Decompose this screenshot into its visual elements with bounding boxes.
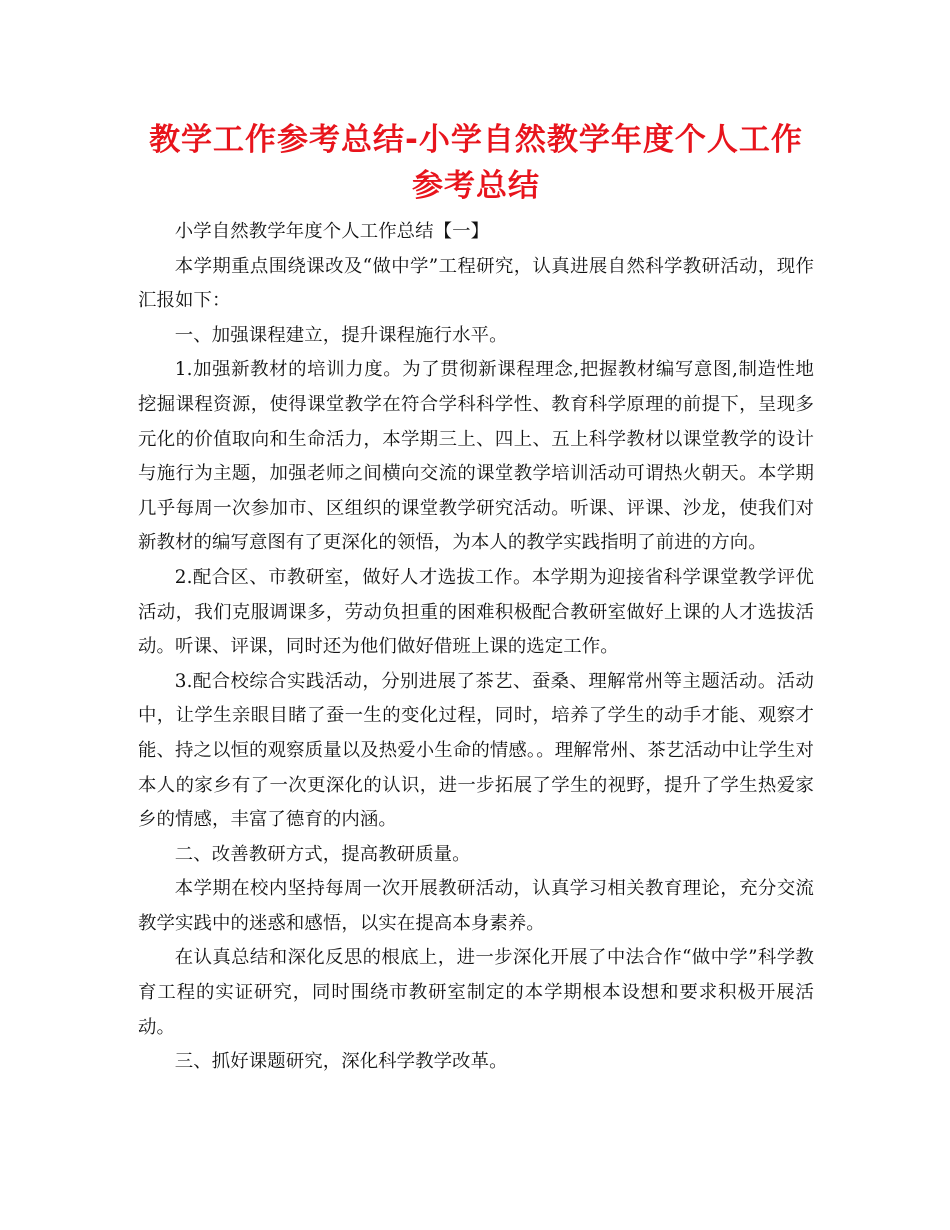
paragraph-2-2: 在认真总结和深化反思的根底上，进一步深化开展了中法合作“做中学”科学教育工程的实证研究，同时围绕市教研室制定的本学期根本设想和要求积极开展活动。 xyxy=(138,947,814,1038)
paragraph-1-3: 3.配合校综合实践活动，分别进展了茶艺、蚕桑、理解常州等主题活动。活动中，让学生亲眼目睹了蚕一生的变化过程，同时，培养了学生的动手才能、观察才能、持之以恒的观察质量以及热爱小生命的情感。。理解常州、茶艺活动中让学生对本人的家乡有了一次更深化的认识，进一步拓展了学生的视野，提升了学生热爱家乡的情感，丰富了德育的内涵。 xyxy=(138,670,814,831)
paragraph-2-1: 本学期在校内坚持每周一次开展教研活动，认真学习相关教育理论，充分交流教学实践中的迷惑和感悟，以实在提高本身素养。 xyxy=(138,878,814,934)
intro-paragraph: 本学期重点围绕课改及“做中学”工程研究，认真进展自然科学教研活动，现作汇报如下： xyxy=(138,255,814,312)
heading-2: 二、改善教研方式，提高教研质量。 xyxy=(174,843,471,865)
document-body xyxy=(138,215,814,1080)
heading-3: 三、抓好课题研究，深化科学教学改革。 xyxy=(174,1051,508,1073)
section-heading: 小学自然教学年度个人工作总结【一】 xyxy=(174,221,490,242)
paragraph-1-2: 2.配合区、市教研室，做好人才选拔工作。本学期为迎接省科学课堂教学评优活动，我们克服调课多，劳动负担重的困难积极配合教研室做好上课的人才选拔活动。听课、评课，同时还为他们做好借班上课的选定工作。 xyxy=(138,566,814,658)
heading-1: 一、加强课程建立，提升课程施行水平。 xyxy=(174,324,508,346)
document-title: 教学工作参考总结-小学自然教学年度个人工作参考总结 xyxy=(149,122,803,204)
paragraph-1-1: 1.加强新教材的培训力度。为了贯彻新课程理念,把握教材编写意图,制造性地挖掘课程资源，使得课堂教学在符合学科科学性、教育科学原理的前提下，呈现多元化的价值取向和生命活力，本学期三上、四上、五上科学教材以课堂教学的设计与施行为主题，加强老师之间横向交流的课堂教学培训活动可谓热火朝天。本学期几乎每周一次参加市、区组织的课堂教学研究活动。听课、评课、沙龙，使我们对新教材的编写意图有了更深化的领悟，为本人的教学实践指明了前进的方向。 xyxy=(138,359,814,554)
